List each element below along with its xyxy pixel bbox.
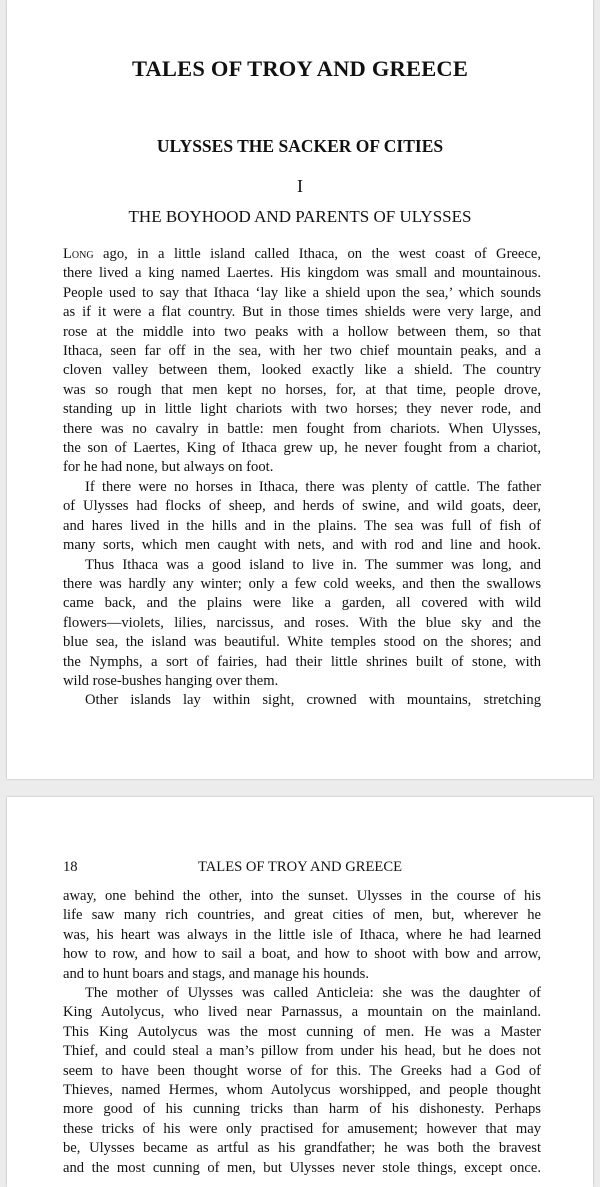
- book-title: TALES OF TROY AND GREECE: [131, 56, 469, 81]
- text-line: Thus Ithaca was a good island to live in. The summer was long, and: [85, 556, 541, 573]
- text-line: blue sea, the island was beautiful. White temples stood on the shores; and: [63, 634, 541, 651]
- text-line: there was no cavalry in battle: men fought from chariots. When Ulysses,: [63, 420, 541, 437]
- body-text: [63, 245, 541, 711]
- text-line: away, one behind the other, into the sunset. Ulysses in the course of his: [63, 888, 541, 904]
- book-page-1: [7, 0, 593, 779]
- page-number: 18: [63, 859, 78, 875]
- text-line: cloven valley between them, looked exactly like a shield. The country: [63, 362, 541, 379]
- text-line: Thieves, named Hermes, whom Autolycus worshipped, and people thought: [63, 1082, 541, 1099]
- story-title: ULYSSES THE SACKER OF CITIES: [156, 136, 444, 156]
- text-line: The mother of Ulysses was called Anticleia: she was the daughter of: [85, 985, 541, 1002]
- drop-word: Long: [63, 246, 94, 262]
- book-page-2: [7, 797, 593, 1187]
- text-line: rose at the middle into two peaks with a hollow between them, so that: [63, 323, 541, 340]
- text-line: how to row, and how to sail a boat, and how to shoot with bow and arrow,: [63, 946, 541, 963]
- text-line: for he had none, but always on foot.: [63, 459, 274, 476]
- text-line: life saw many rich countries, and great cities of men, but, wherever he: [63, 907, 541, 924]
- text-line: of Ulysses had flocks of sheep, and herds of swine, and wild goats, deer,: [63, 498, 541, 515]
- text-line: flowers—violets, lilies, narcissus, and roses. With the blue sky and the: [63, 614, 541, 631]
- chapter-number: I: [297, 176, 303, 196]
- text-line: This King Autolycus was the most cunning of men. He was a Master: [63, 1023, 541, 1040]
- text-line: there was hardly any winter; only a few cold weeks, and then the swallows: [63, 575, 541, 592]
- text-line: seem to have been thought worse of for this. The Greeks had a God of: [63, 1062, 541, 1079]
- text-line: and the most cunning of men, but Ulysses never stole things, except once.: [63, 1159, 541, 1176]
- text-line: was so rough that men kept no horses, for, at that time, people drove,: [63, 381, 541, 398]
- text-line: be, Ulysses became as artful as his grandfather; he was both the bravest: [63, 1140, 541, 1157]
- text-line: and to hunt boars and stags, and manage his hounds.: [63, 965, 370, 982]
- text-line: many sorts, which men caught with nets, and with rod and line and hook.: [63, 537, 541, 554]
- text-line: People used to say that Ithaca ‘lay like a shield upon the sea,’ which sounds: [63, 284, 541, 301]
- line-rest: ago, in a little island called Ithaca, on the west coast of Greece,: [93, 246, 541, 262]
- text-line: King Autolycus, who lived near Parnassus, a mountain on the mainland.: [63, 1004, 541, 1021]
- text-line: wild rose-bushes hanging over them.: [63, 672, 279, 689]
- text-line: Thief, and could steal a man’s pillow from under his head, but he does not: [63, 1043, 541, 1060]
- text-line: and hares lived in the hills and in the plains. The sea was full of fish of: [63, 517, 541, 534]
- text-line: Ithaca, seen far off in the sea, with her two chief mountain peaks, and a: [63, 343, 541, 360]
- text-line: Other islands lay within sight, crowned with mountains, stretching: [85, 692, 541, 709]
- text-line: as if it were a flat country. But in those times shields were very large, and: [63, 304, 541, 321]
- text-line: [63, 245, 541, 264]
- text-line: the Nymphs, a sort of fairies, had their little shrines built of stone, with: [63, 653, 541, 670]
- text-line: there lived a king named Laertes. His kingdom was small and mountainous.: [63, 265, 541, 282]
- text-line: was, his heart was always in the little isle of Ithaca, where he had learned: [63, 926, 541, 943]
- text-line: came back, and the plains were like a garden, all covered with wild: [63, 595, 541, 612]
- text-line: the son of Laertes, King of Ithaca grew up, he never fought from a chariot,: [63, 440, 541, 457]
- text-line: If there were no horses in Ithaca, there was plenty of cattle. The father: [85, 478, 541, 495]
- chapter-title: THE BOYHOOD AND PARENTS OF ULYSSES: [128, 207, 472, 226]
- running-head: TALES OF TROY AND GREECE: [198, 859, 402, 875]
- text-line: standing up in little light chariots with two horses; they never rode, and: [63, 401, 541, 418]
- text-line: these tricks of his were only practised for amusement; however that may: [63, 1120, 541, 1137]
- text-line: more good of his cunning tricks than harm of his dishonesty. Perhaps: [63, 1101, 541, 1118]
- body-text: [63, 887, 541, 1178]
